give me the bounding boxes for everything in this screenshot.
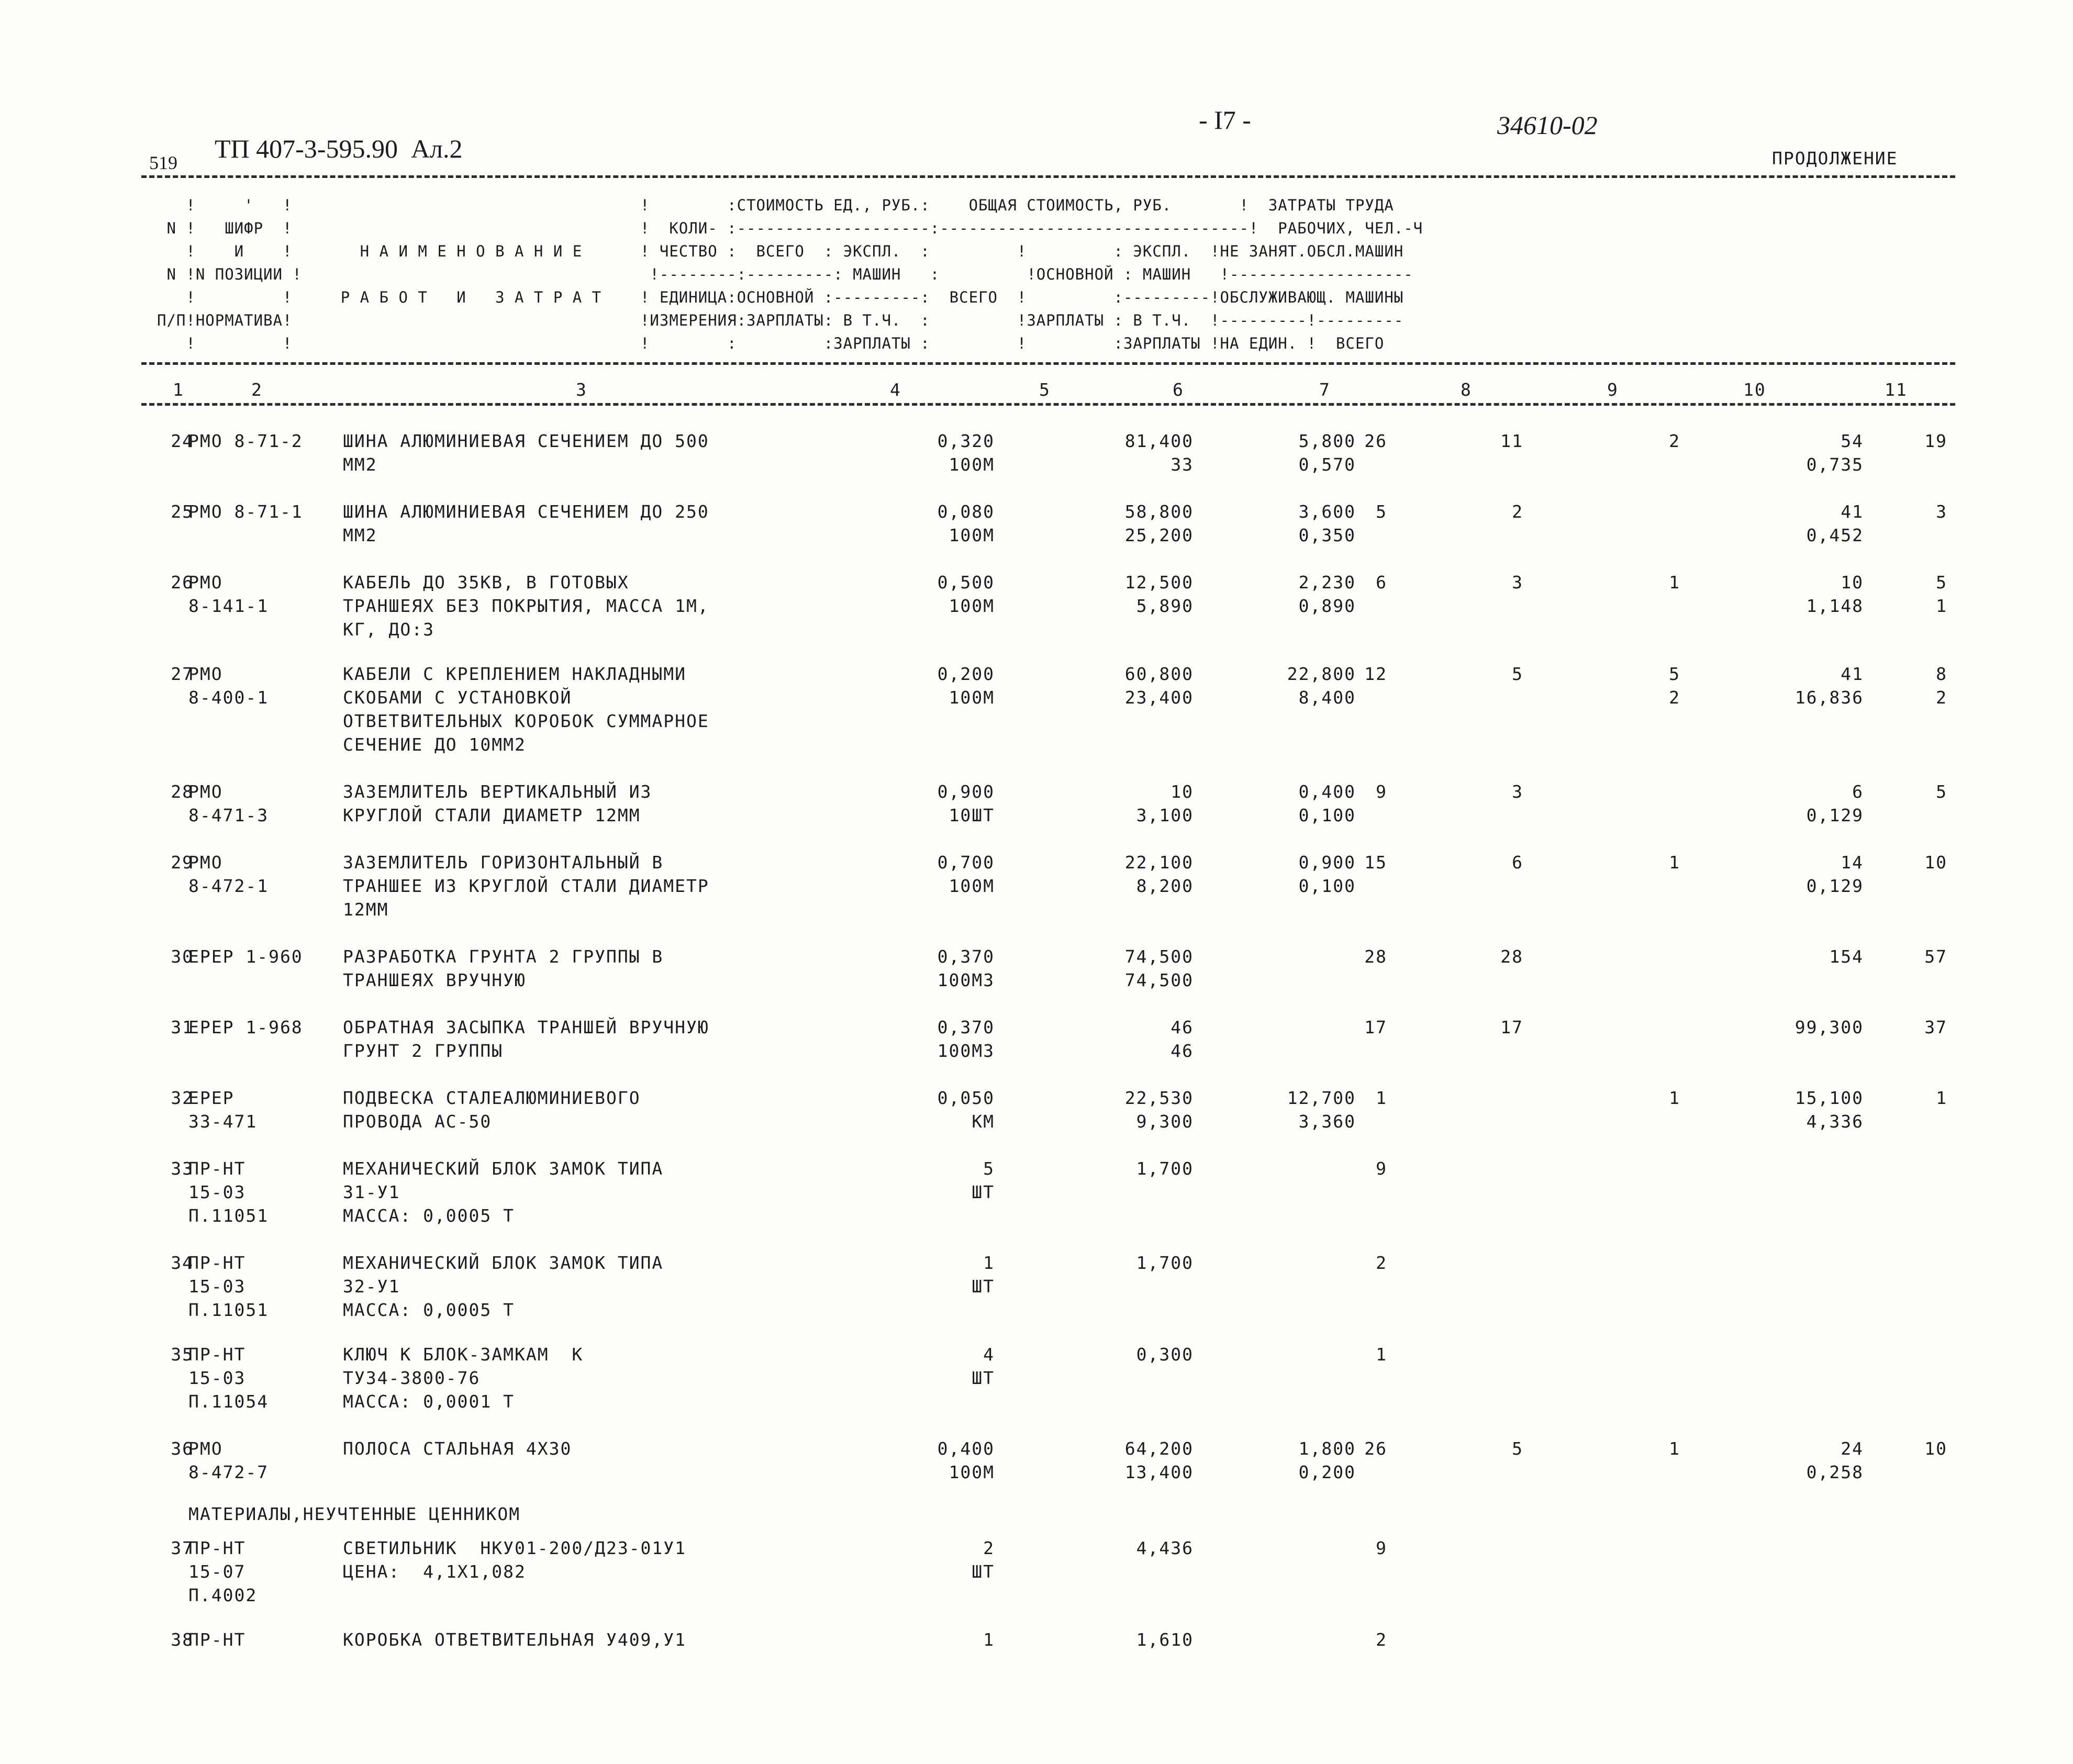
norm-code: ПР-НТ <box>188 1253 246 1273</box>
column-number: 4 <box>890 379 901 400</box>
sheet-number: 519 <box>149 152 177 173</box>
unit-cost-total: 22,100 <box>1124 852 1194 873</box>
item-name: ПОДВЕСКА СТАЛЕАЛЮМИНИЕВОГО <box>343 1088 641 1108</box>
total-cost: 9 <box>1376 781 1387 802</box>
total-salary: 17 <box>1500 1017 1523 1037</box>
labor-per-unit-machines: 4,336 <box>1806 1111 1864 1132</box>
item-name: ШИНА АЛЮМИНИЕВАЯ СЕЧЕНИЕМ ДО 250 <box>343 501 709 522</box>
labor-per-unit-machines: 0,129 <box>1806 805 1864 825</box>
unit-cost-machines-salary: 8,400 <box>1298 687 1356 708</box>
norm-code: 33-471 <box>188 1111 258 1132</box>
norm-code: ПР-НТ <box>188 1158 246 1179</box>
item-name: КЛЮЧ К БЛОК-ЗАМКАМ К <box>343 1344 584 1365</box>
column-number: 7 <box>1319 379 1331 400</box>
norm-code: 15-03 <box>188 1368 246 1388</box>
quantity: 0,370 <box>937 1017 995 1037</box>
item-name: КРУГЛОЙ СТАЛИ ДИАМЕТР 12ММ <box>343 805 641 825</box>
quantity: 0,200 <box>937 664 995 684</box>
unit-cost-machines: 1,800 <box>1298 1438 1356 1459</box>
header-line: П/П!НОРМАТИВА! !ИЗМЕРЕНИЯ:ЗАРПЛАТЫ: В Т.Ч. : !ЗАРПЛАТЫ : В Т.Ч. !---------!--------- <box>157 311 1404 329</box>
unit-cost-total: 60,800 <box>1124 664 1194 684</box>
item-name: СВЕТИЛЬНИК НКУ01-200/Д23-01У1 <box>343 1538 687 1558</box>
total-cost: 26 <box>1364 431 1387 451</box>
item-name: ММ2 <box>343 525 377 545</box>
unit-cost-machines-salary: 0,200 <box>1298 1462 1356 1482</box>
total-cost: 1 <box>1376 1088 1387 1108</box>
total-cost: 9 <box>1376 1538 1387 1558</box>
row-number: 30 <box>171 946 194 967</box>
labor-total: 5 <box>1936 572 1947 593</box>
labor-total-machines: 2 <box>1936 687 1947 708</box>
column-number: 10 <box>1743 379 1766 400</box>
item-name: МЕХАНИЧЕСКИЙ БЛОК ЗАМОК ТИПА <box>343 1158 664 1179</box>
total-cost: 28 <box>1364 946 1387 967</box>
labor-total: 3 <box>1936 501 1947 522</box>
norm-code: 8-472-7 <box>188 1462 269 1482</box>
column-number: 11 <box>1885 379 1908 400</box>
quantity: 0,050 <box>937 1088 995 1108</box>
unit-cost-total: 12,500 <box>1124 572 1194 593</box>
unit-cost-salary: 13,400 <box>1124 1462 1194 1482</box>
quantity: 0,320 <box>937 431 995 451</box>
item-name: ПРОВОДА АС-50 <box>343 1111 492 1132</box>
norm-code: РМО <box>188 781 223 802</box>
quantity: 2 <box>983 1538 995 1558</box>
item-name: 31-У1 <box>343 1182 400 1202</box>
unit: 100М <box>949 596 995 616</box>
item-name: ТУ34-3800-76 <box>343 1368 481 1388</box>
norm-code: 8-472-1 <box>188 876 269 896</box>
unit-cost-salary: 23,400 <box>1124 687 1194 708</box>
total-salary: 2 <box>1512 501 1523 522</box>
norm-code: РМО <box>188 1438 223 1459</box>
norm-code: РМО <box>188 572 223 593</box>
labor-per-unit-machines: 0,735 <box>1806 454 1864 475</box>
total-salary: 11 <box>1500 431 1523 451</box>
norm-code: 15-07 <box>188 1561 246 1582</box>
row-number: 24 <box>171 431 194 451</box>
labor-total: 10 <box>1924 852 1947 873</box>
total-machines: 2 <box>1669 431 1680 451</box>
labor-per-unit: 14 <box>1841 852 1864 873</box>
header-line: ! И ! Н А И М Е Н О В А Н И Е ! ЧЕСТВО : ВСЕГО : ЭКСПЛ. : ! : ЭКСПЛ. !НЕ ЗАНЯТ.ОБСЛ.МАШИН <box>157 242 1404 260</box>
row-number: 26 <box>171 572 194 593</box>
norm-code: ПР-НТ <box>188 1538 246 1558</box>
unit-cost-machines: 12,700 <box>1287 1088 1356 1108</box>
item-name: КАБЕЛИ С КРЕПЛЕНИЕМ НАКЛАДНЫМИ <box>343 664 687 684</box>
quantity: 0,700 <box>937 852 995 873</box>
quantity: 1 <box>983 1629 995 1650</box>
labor-per-unit-machines: 0,129 <box>1806 876 1864 896</box>
total-machines: 5 <box>1669 664 1680 684</box>
norm-code: РМО <box>188 664 223 684</box>
total-machines: 1 <box>1669 572 1680 593</box>
quantity: 0,900 <box>937 781 995 802</box>
row-number: 35 <box>171 1344 194 1365</box>
unit: 100М <box>949 525 995 545</box>
total-salary: 3 <box>1512 781 1523 802</box>
total-cost: 9 <box>1376 1158 1387 1179</box>
unit-cost-total: 58,800 <box>1124 501 1194 522</box>
unit: 100М <box>949 1462 995 1482</box>
total-cost: 15 <box>1364 852 1387 873</box>
unit-cost-salary: 46 <box>1171 1041 1194 1061</box>
unit-cost-total: 4,436 <box>1136 1538 1194 1558</box>
quantity: 0,400 <box>937 1438 995 1459</box>
labor-total: 8 <box>1936 664 1947 684</box>
total-cost: 2 <box>1376 1253 1387 1273</box>
labor-total: 10 <box>1924 1438 1947 1459</box>
total-cost: 12 <box>1364 664 1387 684</box>
column-number: 5 <box>1039 379 1051 400</box>
quantity: 0,500 <box>937 572 995 593</box>
unit: 100М <box>949 876 995 896</box>
labor-total: 1 <box>1936 1088 1947 1108</box>
labor-per-unit: 10 <box>1841 572 1864 593</box>
norm-code: 8-141-1 <box>188 596 269 616</box>
total-cost: 17 <box>1364 1017 1387 1037</box>
document-code: ТП 407-3-595.90 Ал.2 <box>215 134 463 163</box>
unit-cost-salary: 5,890 <box>1136 596 1194 616</box>
norm-code: РМО <box>188 852 223 873</box>
quantity: 1 <box>983 1253 995 1273</box>
total-machines: 1 <box>1669 1088 1680 1108</box>
column-number: 8 <box>1461 379 1472 400</box>
row-number: 28 <box>171 781 194 802</box>
unit: 10ШТ <box>949 805 995 825</box>
unit-cost-salary: 25,200 <box>1124 525 1194 545</box>
header-line: N ! ШИФР ! ! КОЛИ- :--------------------:--------------------------------! РАБОЧИХ, ЧЕЛ.-Ч <box>157 219 1423 237</box>
labor-per-unit: 15,100 <box>1795 1088 1864 1108</box>
unit-cost-salary: 74,500 <box>1124 970 1194 990</box>
norm-code: ПР-НТ <box>188 1344 246 1365</box>
quantity: 0,080 <box>937 501 995 522</box>
item-name: ПОЛОСА СТАЛЬНАЯ 4Х30 <box>343 1438 572 1459</box>
unit: 100М3 <box>937 970 995 990</box>
quantity: 0,370 <box>937 946 995 967</box>
total-salary: 5 <box>1512 1438 1523 1459</box>
unit: ШТ <box>972 1276 995 1297</box>
item-name: МЕХАНИЧЕСКИЙ БЛОК ЗАМОК ТИПА <box>343 1253 664 1273</box>
item-name: РАЗРАБОТКА ГРУНТА 2 ГРУППЫ В <box>343 946 664 967</box>
unit-cost-machines: 0,400 <box>1298 781 1356 802</box>
item-name: 12ММ <box>343 899 389 920</box>
column-number: 3 <box>576 379 587 400</box>
labor-total-machines: 1 <box>1936 596 1947 616</box>
norm-code: П.11051 <box>188 1205 269 1226</box>
materials-label: МАТЕРИАЛЫ,НЕУЧТЕННЫЕ ЦЕННИКОМ <box>188 1504 521 1524</box>
item-name: МАССА: 0,0005 Т <box>343 1205 515 1226</box>
row-number: 32 <box>171 1088 194 1108</box>
table-header <box>157 194 1423 355</box>
column-number: 6 <box>1173 379 1184 400</box>
unit-cost-machines: 22,800 <box>1287 664 1356 684</box>
norm-code: РМО 8-71-1 <box>188 501 303 522</box>
unit-cost-salary: 33 <box>1171 454 1194 475</box>
labor-per-unit: 154 <box>1829 946 1864 967</box>
unit-cost-total: 64,200 <box>1124 1438 1194 1459</box>
quantity: 5 <box>983 1158 995 1179</box>
unit-cost-machines: 2,230 <box>1298 572 1356 593</box>
table-top-rule <box>141 175 1955 178</box>
unit-cost-salary: 8,200 <box>1136 876 1194 896</box>
total-salary: 28 <box>1500 946 1523 967</box>
total-machines-salary: 2 <box>1669 687 1680 708</box>
total-cost: 2 <box>1376 1629 1387 1650</box>
total-cost: 26 <box>1364 1438 1387 1459</box>
labor-total: 57 <box>1924 946 1947 967</box>
total-machines: 1 <box>1669 1438 1680 1459</box>
unit-cost-total: 10 <box>1171 781 1194 802</box>
total-salary: 5 <box>1512 664 1523 684</box>
item-name: ММ2 <box>343 454 377 475</box>
row-number: 33 <box>171 1158 194 1179</box>
unit: ШТ <box>972 1182 995 1202</box>
unit: 100М3 <box>937 1041 995 1061</box>
unit-cost-machines-salary: 0,890 <box>1298 596 1356 616</box>
unit: 100М <box>949 687 995 708</box>
row-number: 34 <box>171 1253 194 1273</box>
unit-cost-machines: 0,900 <box>1298 852 1356 873</box>
unit-cost-machines-salary: 0,570 <box>1298 454 1356 475</box>
norm-code: 8-471-3 <box>188 805 269 825</box>
header-line: N !N ПОЗИЦИИ ! !--------:---------: МАШИН : !ОСНОВНОЙ : МАШИН !------------------- <box>157 265 1413 283</box>
column-number: 1 <box>173 379 184 400</box>
unit-cost-machines-salary: 0,350 <box>1298 525 1356 545</box>
unit-cost-total: 0,300 <box>1136 1344 1194 1365</box>
row-number: 37 <box>171 1538 194 1558</box>
header-line: ! ! ! : :ЗАРПЛАТЫ : ! :ЗАРПЛАТЫ !НА ЕДИН. ! ВСЕГО <box>157 334 1385 352</box>
column-numbers-rule <box>141 403 1955 406</box>
labor-per-unit: 41 <box>1841 501 1864 522</box>
total-cost: 6 <box>1376 572 1387 593</box>
unit-cost-machines: 5,800 <box>1298 431 1356 451</box>
unit-cost-machines: 3,600 <box>1298 501 1356 522</box>
handwritten-code: 34610-02 <box>1497 110 1598 140</box>
continuation-label: ПРОДОЛЖЕНИЕ <box>1772 148 1898 169</box>
total-machines: 1 <box>1669 852 1680 873</box>
row-number: 29 <box>171 852 194 873</box>
total-cost: 5 <box>1376 501 1387 522</box>
unit-cost-total: 1,700 <box>1136 1158 1194 1179</box>
norm-code: П.11054 <box>188 1391 269 1412</box>
unit-cost-machines-salary: 0,100 <box>1298 876 1356 896</box>
item-name: 32-У1 <box>343 1276 400 1297</box>
norm-code: 15-03 <box>188 1182 246 1202</box>
unit-cost-salary: 9,300 <box>1136 1111 1194 1132</box>
column-number: 9 <box>1607 379 1619 400</box>
labor-total: 5 <box>1936 781 1947 802</box>
labor-total: 37 <box>1924 1017 1947 1037</box>
item-name: ТРАНШЕЯХ ВРУЧНУЮ <box>343 970 526 990</box>
column-number: 2 <box>251 379 263 400</box>
unit-cost-total: 1,610 <box>1136 1629 1194 1650</box>
item-name: КОРОБКА ОТВЕТВИТЕЛЬНАЯ У409,У1 <box>343 1629 687 1650</box>
unit: 100М <box>949 454 995 475</box>
unit: ШТ <box>972 1368 995 1388</box>
item-name: ЗАЗЕМЛИТЕЛЬ ВЕРТИКАЛЬНЫЙ ИЗ <box>343 781 652 802</box>
labor-per-unit: 6 <box>1852 781 1864 802</box>
labor-per-unit-machines: 1,148 <box>1806 596 1864 616</box>
item-name: ШИНА АЛЮМИНИЕВАЯ СЕЧЕНИЕМ ДО 500 <box>343 431 709 451</box>
labor-per-unit-machines: 0,452 <box>1806 525 1864 545</box>
norm-code: ЕРЕР 1-968 <box>188 1017 303 1037</box>
labor-per-unit: 41 <box>1841 664 1864 684</box>
item-name: ГРУНТ 2 ГРУППЫ <box>343 1041 504 1061</box>
labor-total: 19 <box>1924 431 1947 451</box>
norm-code: 8-400-1 <box>188 687 269 708</box>
unit-cost-total: 46 <box>1171 1017 1194 1037</box>
item-name: КГ, ДО:3 <box>343 619 434 640</box>
item-name: МАССА: 0,0005 Т <box>343 1300 515 1320</box>
item-name: МАССА: 0,0001 Т <box>343 1391 515 1412</box>
norm-code: П.11051 <box>188 1300 269 1320</box>
labor-per-unit-machines: 16,836 <box>1795 687 1864 708</box>
item-name: ЦЕНА: 4,1Х1,082 <box>343 1561 526 1582</box>
labor-per-unit: 54 <box>1841 431 1864 451</box>
norm-code: ЕРЕР <box>188 1088 235 1108</box>
total-salary: 3 <box>1512 572 1523 593</box>
row-number: 25 <box>171 501 194 522</box>
unit-cost-total: 74,500 <box>1124 946 1194 967</box>
row-number: 38 <box>171 1629 194 1650</box>
total-salary: 6 <box>1512 852 1523 873</box>
norm-code: ЕРЕР 1-960 <box>188 946 303 967</box>
norm-code: 15-03 <box>188 1276 246 1297</box>
item-name: СЕЧЕНИЕ ДО 10ММ2 <box>343 734 526 755</box>
item-name: СКОБАМИ С УСТАНОВКОЙ <box>343 687 572 708</box>
unit-cost-salary: 3,100 <box>1136 805 1194 825</box>
labor-per-unit: 99,300 <box>1795 1017 1864 1037</box>
norm-code: П.4002 <box>188 1585 258 1605</box>
total-cost: 1 <box>1376 1344 1387 1365</box>
unit: КМ <box>972 1111 995 1132</box>
header-rule <box>141 362 1955 365</box>
norm-code: РМО 8-71-2 <box>188 431 303 451</box>
row-number: 31 <box>171 1017 194 1037</box>
header-line: ! ' ! ! :СТОИМОСТЬ ЕД., РУБ.: ОБЩАЯ СТОИМОСТЬ, РУБ. ! ЗАТРАТЫ ТРУДА <box>157 196 1394 214</box>
item-name: ОБРАТНАЯ ЗАСЫПКА ТРАНШЕЙ ВРУЧНУЮ <box>343 1017 709 1037</box>
page-number: - I7 - <box>1199 105 1251 135</box>
item-name: ТРАНШЕЕ ИЗ КРУГЛОЙ СТАЛИ ДИАМЕТР <box>343 876 709 896</box>
item-name: КАБЕЛЬ ДО 35КВ, В ГОТОВЫХ <box>343 572 629 593</box>
labor-per-unit-machines: 0,258 <box>1806 1462 1864 1482</box>
item-name: ЗАЗЕМЛИТЕЛЬ ГОРИЗОНТАЛЬНЫЙ В <box>343 852 664 873</box>
unit-cost-machines-salary: 0,100 <box>1298 805 1356 825</box>
row-number: 27 <box>171 664 194 684</box>
unit-cost-machines-salary: 3,360 <box>1298 1111 1356 1132</box>
norm-code: ПР-НТ <box>188 1629 246 1650</box>
row-number: 36 <box>171 1438 194 1459</box>
quantity: 4 <box>983 1344 995 1365</box>
unit-cost-total: 81,400 <box>1124 431 1194 451</box>
unit-cost-total: 1,700 <box>1136 1253 1194 1273</box>
header-line: ! ! Р А Б О Т И З А Т Р А Т ! ЕДИНИЦА:ОСНОВНОЙ :---------: ВСЕГО ! :---------!ОБСЛУЖИВАЮЩ. МАШИНЫ <box>157 288 1404 306</box>
item-name: ОТВЕТВИТЕЛЬНЫХ КОРОБОК СУММАРНОЕ <box>343 711 709 731</box>
unit: ШТ <box>972 1561 995 1582</box>
unit-cost-total: 22,530 <box>1124 1088 1194 1108</box>
item-name: ТРАНШЕЯХ БЕЗ ПОКРЫТИЯ, МАССА 1М, <box>343 596 709 616</box>
labor-per-unit: 24 <box>1841 1438 1864 1459</box>
